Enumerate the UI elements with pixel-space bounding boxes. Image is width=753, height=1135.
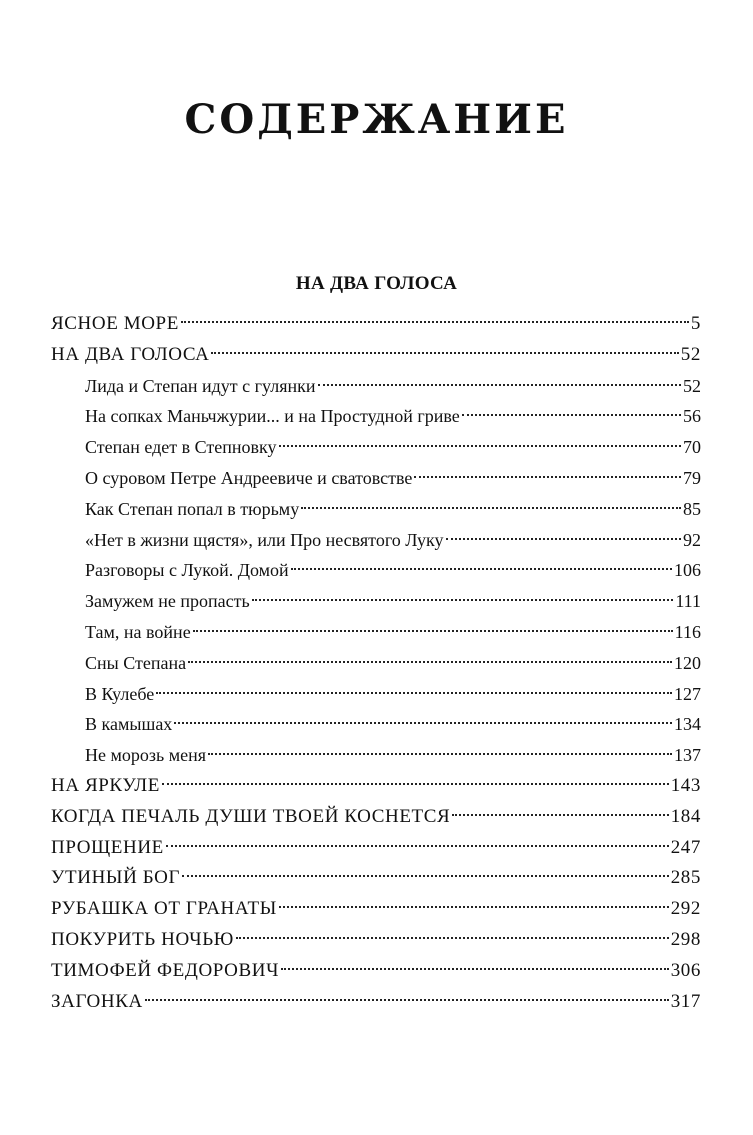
- toc-entry: [85, 494, 701, 524]
- toc-entry-title: ПРОЩЕНИЕ: [51, 836, 164, 858]
- dot-leader: [279, 445, 681, 447]
- toc-entry-page-number: 111: [675, 591, 701, 612]
- dot-leader: [291, 568, 672, 570]
- toc-entry: [85, 525, 701, 555]
- toc-entry: [51, 894, 701, 924]
- dot-leader: [301, 507, 681, 509]
- toc-entry: [85, 740, 701, 770]
- toc-entry-page-number: 116: [674, 622, 701, 642]
- toc-entry: [51, 340, 701, 370]
- dot-leader: [193, 630, 673, 632]
- dot-leader: [462, 414, 681, 416]
- toc-entry-title: О суровом Петре Андреевиче и сватовстве: [85, 468, 413, 488]
- toc-entry: [85, 371, 701, 401]
- toc-entry: [85, 432, 701, 462]
- toc-entry-page-number: 137: [674, 745, 701, 766]
- toc-entry: [51, 309, 701, 339]
- toc-entry-page-number: 120: [674, 652, 701, 673]
- toc-entry: [85, 586, 701, 616]
- dot-leader: [188, 661, 672, 663]
- toc-entry-page-number: 5: [690, 313, 701, 334]
- toc-entry-page-number: 143: [670, 775, 701, 796]
- toc-entry-page-number: 184: [670, 805, 701, 827]
- toc-entry: [85, 648, 701, 678]
- toc-entry-title: «Нет в жизни щястя», или Про несвятого Луку: [85, 529, 444, 550]
- toc-entry-page-number: 79: [683, 468, 701, 488]
- toc-entry-page-number: 106: [674, 560, 701, 581]
- toc-entry-title: Не морозь меня: [85, 745, 206, 766]
- toc-entry-page-number: 85: [683, 498, 701, 519]
- toc-entry-title: На сопках Маньчжурии... и на Простудной гриве: [85, 406, 460, 427]
- toc-entry: [51, 771, 701, 801]
- toc-entry-page-number: 127: [674, 683, 701, 704]
- toc-entry-title: В Кулебе: [85, 683, 155, 704]
- toc-entry-title: Замужем не пропасть: [85, 591, 250, 612]
- toc-entry-title: ЯСНОЕ МОРЕ: [51, 313, 179, 334]
- toc-entry-title: Сны Степана: [85, 652, 187, 673]
- dot-leader: [208, 753, 672, 755]
- dot-leader: [281, 968, 669, 970]
- toc-entry: [85, 617, 701, 647]
- toc-entry-page-number: 70: [683, 437, 701, 458]
- toc-entry-title: Как Степан попал в тюрьму: [85, 498, 300, 519]
- page-title: СОДЕРЖАНИЕ: [184, 96, 569, 143]
- toc-entry-page-number: 52: [683, 375, 701, 396]
- toc-entry: [85, 679, 701, 709]
- dot-leader: [166, 845, 669, 847]
- dot-leader: [181, 321, 689, 323]
- toc-entry: [51, 802, 701, 832]
- toc-entry-title: ТИМОФЕЙ ФЕДОРОВИЧ: [51, 959, 280, 981]
- toc-entry-title: ПОКУРИТЬ НОЧЬЮ: [51, 929, 234, 950]
- toc-entry-page-number: 306: [670, 959, 701, 981]
- dot-leader: [452, 814, 668, 816]
- toc-entry-title: НА ЯРКУЛЕ: [51, 775, 160, 796]
- toc-entry-page-number: 317: [670, 990, 701, 1012]
- dot-leader: [318, 384, 681, 386]
- toc-entry: [85, 401, 701, 431]
- toc-entry: [51, 833, 701, 863]
- dot-leader: [156, 692, 672, 694]
- toc-entry: [51, 863, 701, 893]
- toc-entry: [85, 555, 701, 585]
- toc-entry-page-number: 285: [670, 867, 701, 889]
- dot-leader: [211, 352, 678, 354]
- toc-entry-title: Лида и Степан идут с гулянки: [85, 375, 316, 396]
- toc-entry-page-number: 56: [683, 406, 701, 427]
- toc-entry: [51, 925, 701, 955]
- toc-entry-page-number: 92: [683, 529, 701, 550]
- toc-entry-page-number: 134: [674, 714, 701, 735]
- dot-leader: [145, 999, 669, 1001]
- toc-entry: [85, 463, 701, 493]
- toc-entry-title: Разговоры с Лукой. Домой: [85, 560, 289, 581]
- toc-entry-title: В камышах: [85, 714, 173, 735]
- dot-leader: [182, 875, 669, 877]
- toc-entry: [51, 987, 701, 1017]
- toc-entry-title: КОГДА ПЕЧАЛЬ ДУШИ ТВОЕЙ КОСНЕТСЯ: [51, 805, 451, 827]
- toc-entry: [51, 956, 701, 986]
- toc-entry-title: Степан едет в Степновку: [85, 437, 277, 458]
- toc-entry: [85, 709, 701, 739]
- dot-leader: [252, 599, 674, 601]
- toc-entry-page-number: 292: [670, 898, 701, 920]
- toc-entry-title: РУБАШКА ОТ ГРАНАТЫ: [51, 898, 277, 920]
- dot-leader: [414, 476, 681, 478]
- dot-leader: [174, 722, 672, 724]
- toc-entry-title: Там, на войне: [85, 622, 191, 642]
- section-heading: НА ДВА ГОЛОСА: [295, 273, 458, 294]
- toc-entry-page-number: 52: [680, 343, 701, 365]
- dot-leader: [162, 783, 669, 785]
- toc-entry-title: НА ДВА ГОЛОСА: [51, 343, 210, 365]
- dot-leader: [279, 906, 669, 908]
- toc-entry-title: УТИНЫЙ БОГ: [51, 867, 181, 889]
- toc-entry-page-number: 247: [670, 836, 701, 858]
- dot-leader: [446, 538, 682, 540]
- toc-entry-title: ЗАГОНКА: [51, 990, 143, 1012]
- dot-leader: [236, 937, 669, 939]
- toc-entry-page-number: 298: [670, 929, 701, 950]
